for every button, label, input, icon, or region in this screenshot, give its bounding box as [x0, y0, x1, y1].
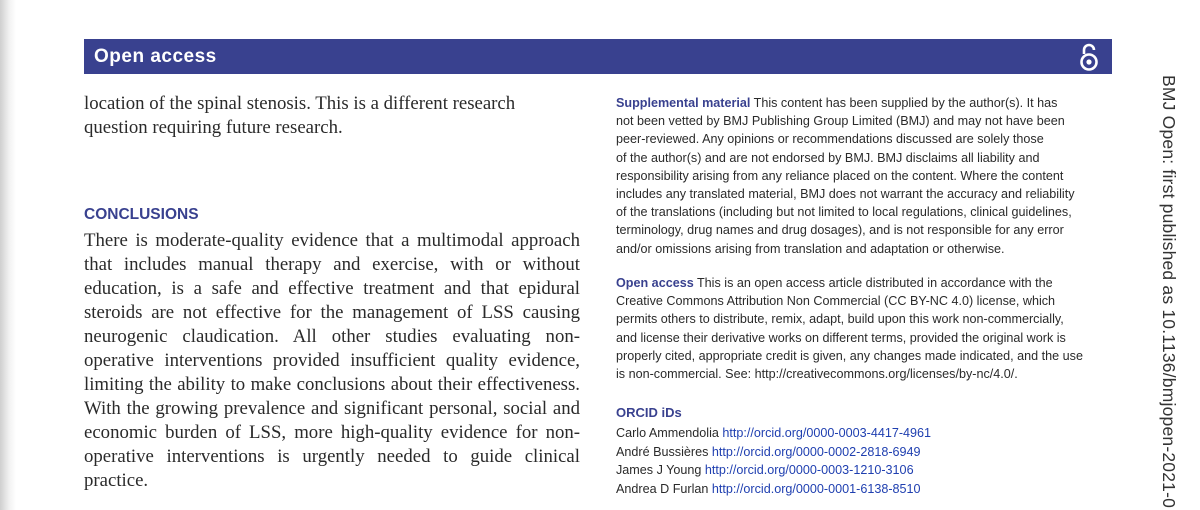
license-line: properly cited, appropriate credit is given, any changes made indicated, and the use [616, 348, 1083, 363]
header-title: Open access [94, 45, 217, 67]
vertical-citation-banner [1158, 75, 1188, 510]
supplemental-line: responsibility arising from any reliance placed on the content. Where the content [616, 168, 1064, 183]
supplemental-line: and/or omissions arising from translation and adaptation or otherwise. [616, 241, 1005, 256]
conclusions-text: There is moderate-quality evidence that a multimodal approach that includes manual therapy and exercise, with or without education, is a safe and effective treatment and that epidural steroids are not effective for the management of LSS causing neurogenic claudication. All other studies evaluating non-operative interventions provided insufficient quality evidence, limiting the ability to make conclusions about their effectiveness. With the growing prevalence and significant personal, social and economic burden of LSS, more high-quality evidence for non-operative interventions is urgently needed to guide clinical practice. [84, 230, 580, 491]
supplemental-line: not been vetted by BMJ Publishing Group Limited (BMJ) and may not have been [616, 114, 1065, 129]
open-access-license-block [616, 274, 1112, 383]
orcid-heading: ORCID iDs [616, 405, 682, 420]
page-edge-shadow [0, 0, 16, 510]
author-name: James J Young [616, 463, 702, 478]
conclusions-paragraph [84, 229, 580, 493]
author-name: André Bussières [616, 444, 709, 459]
orcid-link[interactable]: http://orcid.org/0000-0001-6138-8510 [711, 481, 921, 496]
vertical-citation-text: BMJ Open: first published as 10.1136/bmjopen-2021-0 [1159, 75, 1179, 509]
open-access-icon [1078, 42, 1100, 72]
license-line: and license their derivative works on different terms, provided the original work is [616, 330, 1066, 345]
orcid-link[interactable]: http://orcid.org/0000-0002-2818-6949 [711, 444, 921, 459]
orcid-link[interactable]: http://orcid.org/0000-0003-1210-3106 [704, 463, 914, 478]
supplemental-line: terminology, drug names and drug dosages), and is not responsible for any error [616, 223, 1064, 238]
orcid-entry [616, 443, 931, 462]
supplemental-line: This content has been supplied by the author(s). It has [750, 96, 1058, 110]
author-name: Carlo Ammendolia [616, 426, 719, 440]
open-access-label: Open access [616, 276, 694, 290]
supplemental-line: includes any translated material, BMJ does not warrant the accuracy and reliability [616, 187, 1075, 202]
continuation-line: location of the spinal stenosis. This is a different research [84, 93, 516, 114]
supplemental-line: of the translations (including but not limited to local regulations, clinical guidelines, [616, 205, 1072, 220]
supplemental-material-block [616, 94, 1112, 258]
orcid-link[interactable]: http://orcid.org/0000-0003-4417-4961 [722, 426, 932, 440]
left-column-continuation [84, 92, 580, 140]
orcid-entry [616, 424, 931, 443]
license-line: permits others to distribute, remix, adapt, build upon this work non-commercially, [616, 312, 1064, 327]
open-access-header [84, 39, 1112, 74]
supplemental-line: peer-reviewed. Any opinions or recommendations discussed are solely those [616, 132, 1044, 147]
license-line: Creative Commons Attribution Non Commercial (CC BY-NC 4.0) license, which [616, 294, 1056, 309]
orcid-entry [616, 480, 931, 499]
license-line: This is an open access article distributed in accordance with the [693, 276, 1053, 290]
author-name: Andrea D Furlan [616, 481, 709, 496]
supplemental-label: Supplemental material [616, 96, 751, 110]
conclusions-heading: CONCLUSIONS [84, 206, 199, 223]
orcid-list [616, 424, 931, 498]
continuation-line: question requiring future research. [84, 117, 343, 138]
license-line: is non-commercial. See: http://creativecommons.org/licenses/by-nc/4.0/. [616, 367, 1018, 382]
supplemental-line: of the author(s) and are not endorsed by BMJ. BMJ disclaims all liability and [616, 150, 1040, 165]
orcid-entry [616, 461, 931, 480]
